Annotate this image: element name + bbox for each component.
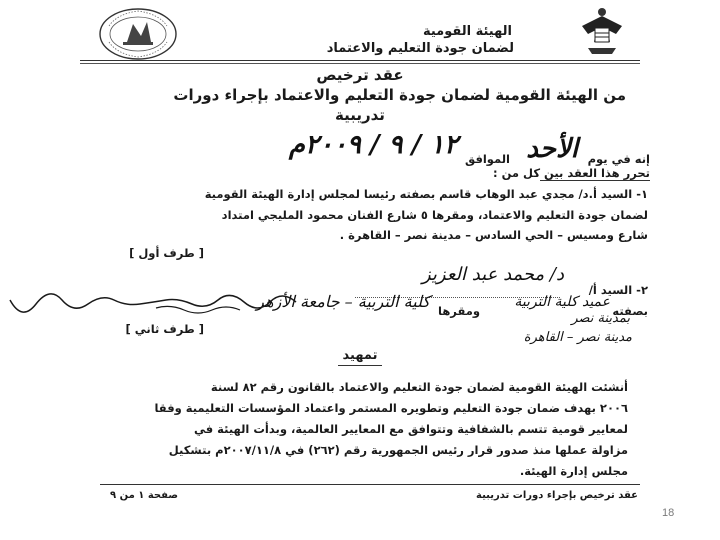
intro-underline [540,180,650,181]
party1-line3: شارع ومسيس – الحي السادس – مدينة نصر – القاهرة . [339,228,648,242]
preamble-heading: تمهيد [342,348,378,363]
preamble-line5: مجلس إدارة الهيئة. [519,464,628,478]
footer-document-title: عقد ترخيص بإجراء دورات تدريبية [476,490,638,501]
preamble-line2: ٢٠٠٦ بهدف ضمان جودة التعليم وتطويره المستمر واعتماد المؤسسات التعليمية وفقا [154,401,628,415]
handwriting-scribble [0,290,300,316]
party2-handwritten-hq: كلية التربية – جامعة الأزهر [256,292,430,311]
date-prefix: إنه في يوم [587,152,650,166]
party2-number-label: ٢- السيد أ/ [588,283,648,297]
slide-number: 18 [662,507,675,519]
party1-label: [ طرف أول ] [129,246,204,260]
party2-capacity-label: بصفته [612,304,648,318]
party2-handwritten-capacity: عميد كلية التربية [514,294,610,310]
contract-subtitle: من الهيئة القومية لضمان جودة التعليم والاعتماد بإجراء دورات [173,86,626,104]
handwritten-day: الأحد [526,134,578,164]
party2-handwritten-extra-1: بمدينة نصر [571,311,630,326]
party2-label: [ طرف ثاني ] [125,322,204,336]
party1-line1: ١- السيد أ.د/ مجدي عبد الوهاب قاسم بصفته رئيسا لمجلس إدارة الهيئة القومية [204,187,648,201]
preamble-line1: أنشئت الهيئة القومية لضمان جودة التعليم والاعتماد بالقانون رقم ٨٢ لسنة [210,380,628,394]
preamble-line4: مزاولة عملها منذ صدور قرار رئيس الجمهورية رقم (٢٦٢) في ٢٠٠٧/١١/٨م بتشكيل [168,443,628,457]
intro-line: تحرر هذا العقد بين كل من : [492,166,650,180]
party2-handwritten-extra-2: مدينة نصر – القاهرة [523,330,632,345]
egypt-eagle-icon [578,4,626,60]
contract-title: عقد ترخيص [316,66,404,84]
org-name-line1: الهيئة القومية [422,24,512,39]
header-divider [80,60,640,61]
org-name-line2: لضمان جودة التعليم والاعتماد [326,41,514,56]
footer-divider [100,484,640,485]
handwritten-date: ١٢ / ٩ / ٢٠٠٩م [288,130,458,160]
party1-line2: لضمان جودة التعليم والاعتماد، ومقرها ٥ شارع الفنان محمود المليجي امتداد [221,208,648,222]
naqaae-seal-icon [97,6,179,62]
header-divider-thin [80,63,640,64]
preamble-line3: لمعايير قومية تتسم بالشفافية وتتوافق مع المعايير العالمية، وبدأت الهيئة في [193,422,628,436]
date-label: الموافق [464,152,510,166]
preamble-underline [338,365,382,366]
party2-hq-label: ومقرها [438,304,480,318]
contract-subtitle-cont: تدريبية [335,106,385,124]
party2-handwritten-name: د/ محمد عبد العزيز [421,264,564,285]
footer-page-number: صفحة ١ من ٩ [110,490,178,501]
